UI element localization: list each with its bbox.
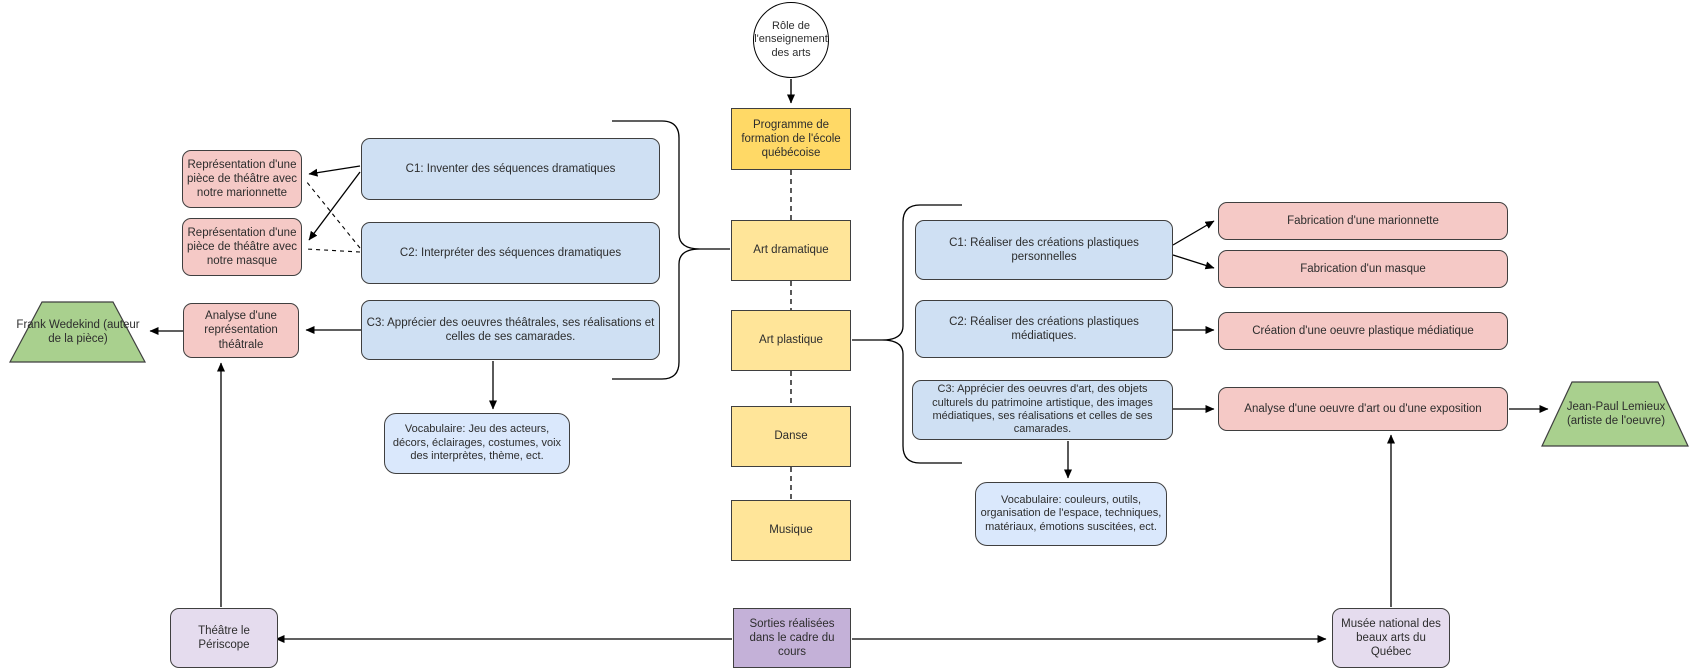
node-role-circle: Rôle de l'enseignement des arts [753,2,829,78]
node-drama-vocabulary: Vocabulaire: Jeu des acteurs, décors, éclairages, costumes, voix des interprètes, thème, ect. [384,413,570,474]
node-art-dramatique: Art dramatique [731,220,851,281]
node-author-trapezoid-label: Frank Wedekind (auteur de la pièce) [16,318,140,345]
node-plastic-analysis: Analyse d'une oeuvre d'art ou d'une exposition [1218,387,1508,431]
node-theatre-periscope: Théâtre le Périscope [170,608,278,668]
edge-c1p-to-masque [1173,255,1214,268]
edge-c2d-to-marionnette [306,181,360,248]
node-drama-c3: C3: Apprécier des oeuvres théâtrales, ses réalisations et celles de ses camarades. [361,300,660,360]
node-art-plastique: Art plastique [731,310,851,371]
node-plastic-c3: C3: Apprécier des oeuvres d'art, des objets culturels du patrimoine artistique, des images médiatiques, ses réalisations et celles de ses camarades. [912,380,1173,440]
edge-c2d-to-masque [306,249,360,252]
node-plastic-outcome-marionnette: Fabrication d'une marionnette [1218,202,1508,240]
node-plastic-outcome-media: Création d'une oeuvre plastique médiatique [1218,312,1508,350]
node-drama-c1: C1: Inventer des séquences dramatiques [361,138,660,200]
node-drama-c2: C2: Interpréter des séquences dramatiques [361,222,660,284]
node-outings: Sorties réalisées dans le cadre du cours [733,608,851,668]
node-plastic-c1: C1: Réaliser des créations plastiques personnelles [915,220,1173,280]
node-danse: Danse [731,406,851,467]
node-plastic-outcome-masque: Fabrication d'un masque [1218,250,1508,288]
node-drama-outcome-marionnette: Représentation d'une pièce de théâtre avec notre marionnette [182,150,302,208]
node-drama-analysis: Analyse d'une représentation théâtrale [183,303,299,358]
edge-c1d-to-marionnette [309,166,360,174]
node-artist-trapezoid-label: Jean-Paul Lemieux (artiste de l'oeuvre) [1566,400,1666,427]
node-musee-national: Musée national des beaux arts du Québec [1332,608,1450,668]
edge-c1d-to-masque [309,172,360,240]
node-plastic-c2: C2: Réaliser des créations plastiques médiatiques. [915,300,1173,358]
edge-c1p-to-marionnette [1173,221,1214,245]
node-programme: Programme de formation de l'école québécoise [731,108,851,170]
node-drama-outcome-masque: Représentation d'une pièce de théâtre avec notre masque [182,218,302,276]
node-musique: Musique [731,500,851,561]
node-plastic-vocabulary: Vocabulaire: couleurs, outils, organisation de l'espace, techniques, matériaux, émotions suscitées, ect. [975,482,1167,546]
